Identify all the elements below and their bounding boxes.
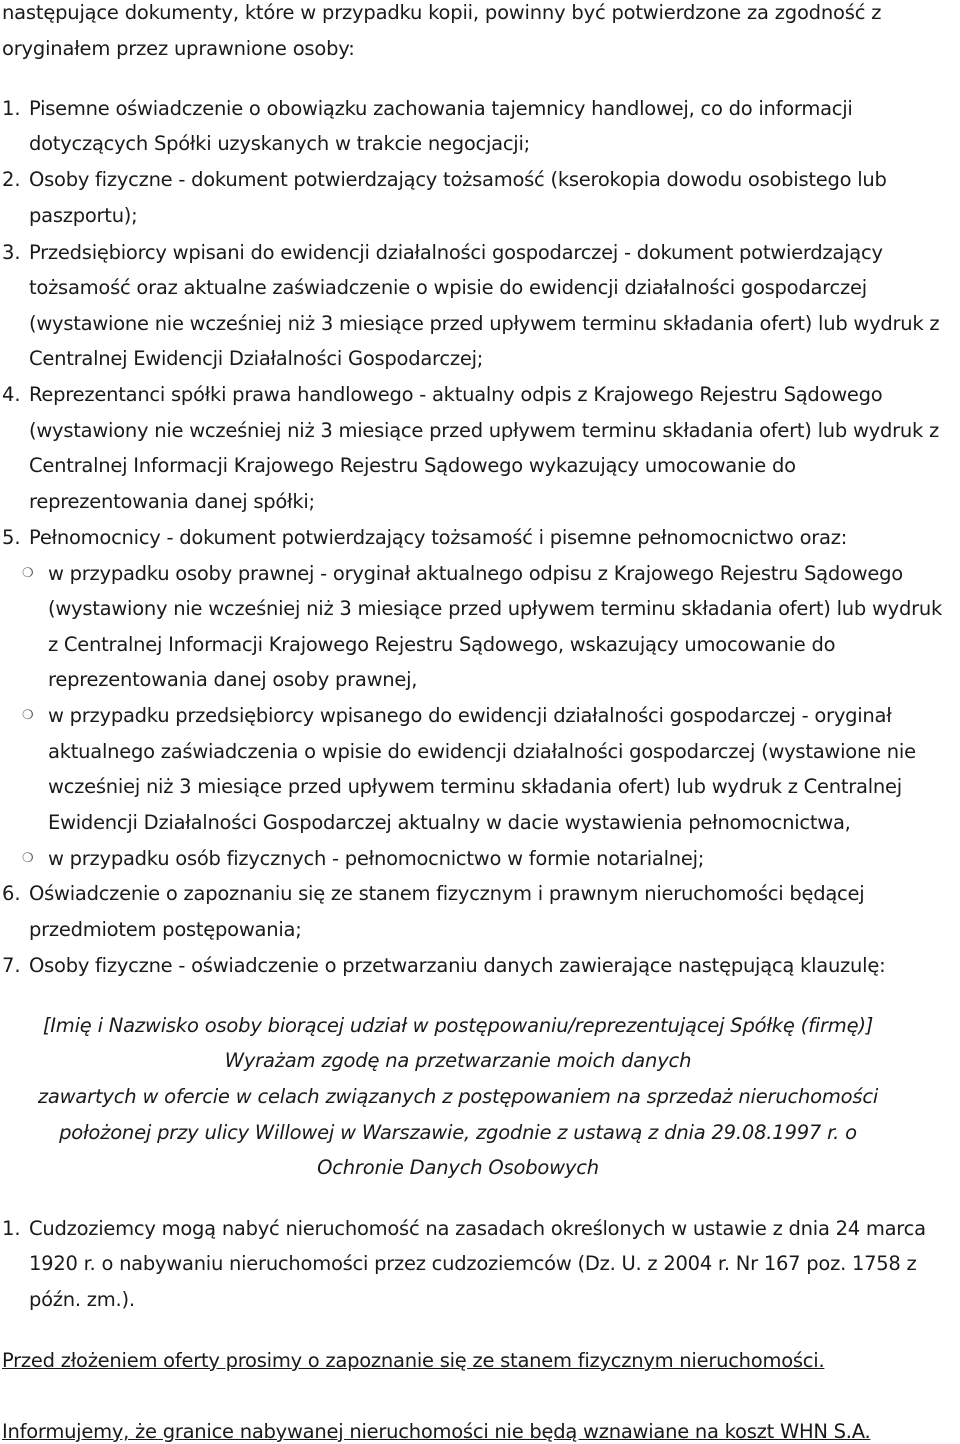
list-item-text: paszportu); [29,204,138,227]
list-item-number: 6. [2,882,21,905]
sub-bullet-text: w przypadku osób fizycznych - pełnomocnictwo w formie notarialnej; [48,847,705,870]
list-item-text: Pełnomocnicy - dokument potwierdzający tożsamość i pisemne pełnomocnictwo oraz: [29,526,848,549]
consent-clause-line: Wyrażam zgodę na przetwarzanie moich danych [224,1049,692,1072]
list-item-text: dotyczących Spółki uzyskanych w trakcie negocjacji; [29,132,530,155]
list-item-number: 7. [2,954,21,977]
sub-bullet-text: reprezentowania danej osoby prawnej, [48,668,418,691]
bullet-circle-icon: ❍ [22,708,34,723]
list-item-text: Centralnej Ewidencji Działalności Gospodarczej; [29,347,484,370]
list-item-text: (wystawione nie wcześniej niż 3 miesiące przed upływem terminu składania ofert) lub wydruk z [29,312,940,335]
consent-clause-line: zawartych w ofercie w celach związanych z postępowaniem na sprzedaż nieruchomości [37,1085,879,1108]
bullet-circle-icon: ❍ [22,566,34,581]
list-item-text: Reprezentanci spółki prawa handlowego - aktualny odpis z Krajowego Rejestru Sądowego [29,383,883,406]
list-item-text: Przedsiębiorcy wpisani do ewidencji działalności gospodarczej - dokument potwierdzający [29,241,883,264]
list-item-text: Osoby fizyczne - oświadczenie o przetwarzaniu danych zawierające następującą klauzulę: [29,954,886,977]
consent-clause-line: położonej przy ulicy Willowej w Warszawie, zgodnie z ustawą z dnia 29.08.1997 r. o [59,1121,857,1144]
list-item-number: 1. [2,1217,21,1240]
list-item-number: 1. [2,97,21,120]
list-item-text: Pisemne oświadczenie o obowiązku zachowania tajemnicy handlowej, co do informacji [29,97,853,120]
sub-bullet-text: (wystawiony nie wcześniej niż 3 miesiące przed upływem terminu składania ofert) lub wydruk [48,597,942,620]
sub-bullet-text: w przypadku osoby prawnej - oryginał aktualnego odpisu z Krajowego Rejestru Sądowego [48,562,903,585]
sub-bullet-text: w przypadku przedsiębiorcy wpisanego do ewidencji działalności gospodarczej - oryginał [48,704,892,727]
bullet-circle-icon: ❍ [22,851,34,866]
sub-bullet-text: wcześniej niż 3 miesiące przed upływem terminu składania ofert) lub wydruk z Centralnej [48,775,902,798]
list-item-text: 1920 r. o nabywaniu nieruchomości przez cudzoziemców (Dz. U. z 2004 r. Nr 167 poz. 1758 z [29,1252,917,1275]
list-item-text: Cudzoziemcy mogą nabyć nieruchomość na zasadach określonych w ustawie z dnia 24 marca [29,1217,926,1240]
intro-paragraph-line-1: następujące dokumenty, które w przypadku kopii, powinny być potwierdzone za zgodność z [2,1,882,24]
sub-bullet-text: Ewidencji Działalności Gospodarczej aktualny w dacie wystawienia pełnomocnictwa, [48,811,851,834]
consent-clause-line: Ochronie Danych Osobowych [317,1156,599,1179]
consent-clause-line: [Imię i Nazwisko osoby biorącej udział w postępowaniu/reprezentującej Spółkę (firmę)] [42,1014,874,1037]
intro-paragraph-line-2: oryginałem przez uprawnione osoby: [2,37,355,60]
sub-bullet-text: aktualnego zaświadczenia o wpisie do ewidencji działalności gospodarczej (wystawione nie [48,740,916,763]
list-item-number: 4. [2,383,21,406]
sub-bullet-text: z Centralnej Informacji Krajowego Rejestru Sądowego, wskazujący umocowanie do [48,633,836,656]
list-item-number: 5. [2,526,21,549]
list-item-number: 3. [2,241,21,264]
list-item-number: 2. [2,168,21,191]
list-item-text: przedmiotem postępowania; [29,918,302,941]
list-item-text: tożsamość oraz aktualne zaświadczenie o wpisie do ewidencji działalności gospodarczej [29,276,867,299]
list-item-text: Centralnej Informacji Krajowego Rejestru Sądowego wykazujący umocowanie do [29,454,796,477]
list-item-text: (wystawiony nie wcześniej niż 3 miesiące przed upływem terminu składania ofert) lub wydruk z [29,419,939,442]
list-item-text: Osoby fizyczne - dokument potwierdzający tożsamość (kserokopia dowodu osobistego lub [29,168,887,191]
list-item-text: reprezentowania danej spółki; [29,490,315,513]
list-item-text: późn. zm.). [29,1288,135,1311]
inspection-notice: Przed złożeniem oferty prosimy o zapoznanie się ze stanem fizycznym nieruchomości. [2,1349,825,1372]
list-item-text: Oświadczenie o zapoznaniu się ze stanem fizycznym i prawnym nieruchomości będącej [29,882,865,905]
boundaries-notice: Informujemy, że granice nabywanej nieruchomości nie będą wznawiane na koszt WHN S.A. [2,1420,871,1443]
